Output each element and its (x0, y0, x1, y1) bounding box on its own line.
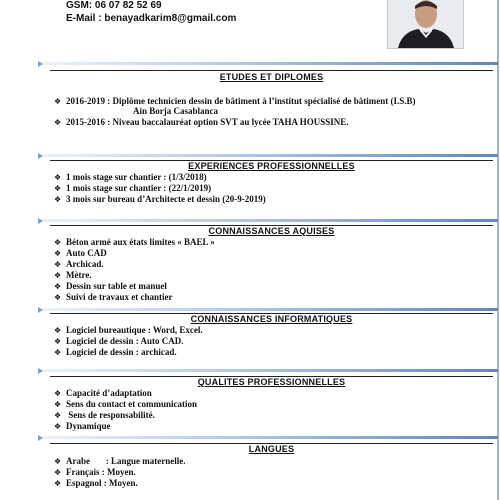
diamond-bullet-icon: ❖ (54, 468, 62, 477)
diamond-bullet-icon: ❖ (54, 389, 62, 398)
list-item: ❖ Dynamique (54, 421, 111, 431)
list-item: ❖ 1 mois stage sur chantier : (22/1/2019) (54, 183, 212, 193)
list-item: ❖ 2015-2016 : Niveau baccalauréat option SVT au lycée TAHA HOUSSINE. (54, 117, 349, 127)
section-separator (38, 369, 498, 373)
diamond-bullet-icon: ❖ (54, 238, 62, 247)
list-item: ❖ Logiciel bureautique : Word, Excel. (54, 325, 203, 335)
list-item: ❖ 3 mois sur bureau d’Architecte et dessin (20-9-2019) (54, 194, 266, 204)
section-title-etudes: ETUDES ET DIPLOMES (219, 72, 324, 82)
list-item: ❖ Logiciel de dessin : Auto CAD. (54, 336, 184, 346)
diamond-bullet-icon: ❖ (54, 271, 62, 280)
list-item: ❖ Auto CAD (54, 248, 107, 258)
diamond-bullet-icon: ❖ (54, 457, 62, 466)
diamond-bullet-icon: ❖ (54, 195, 62, 204)
contact-email: E-Mail : benayadkarim8@gmail.com (66, 13, 237, 24)
diamond-bullet-icon: ❖ (54, 118, 62, 127)
diamond-bullet-icon: ❖ (54, 173, 62, 182)
list-item: ❖ Logiciel de dessin : archicad. (54, 347, 177, 357)
diamond-bullet-icon: ❖ (54, 97, 62, 106)
list-item: ❖ Dessin sur table et manuel (54, 281, 167, 291)
section-separator (38, 154, 498, 158)
list-item: ❖ 1 mois stage sur chantier : (1/3/2018) (54, 172, 207, 182)
diamond-bullet-icon: ❖ (54, 411, 62, 420)
section-title-connaissances: CONNAISSANCES AQUISES (208, 226, 335, 236)
diamond-bullet-icon: ❖ (54, 479, 62, 488)
list-item: ❖ 2016-2019 : Diplôme technicien dessin de bâtiment à l’institut spécialisé de bâtiment (I.S.B) (54, 96, 416, 106)
list-item: ❖ Espagnol : Moyen. (54, 478, 138, 488)
list-item: ❖ Français : Moyen. (54, 467, 136, 477)
diamond-bullet-icon: ❖ (54, 260, 62, 269)
diamond-bullet-icon: ❖ (54, 422, 62, 431)
diamond-bullet-icon: ❖ (54, 400, 62, 409)
heading-rule (50, 70, 493, 71)
section-title-qualites: QUALITES PROFESSIONNELLES (197, 377, 346, 387)
section-separator (38, 436, 498, 440)
diamond-bullet-icon: ❖ (54, 348, 62, 357)
section-title-experiences: EXPERIENCES PROFESSIONNELLES (188, 161, 355, 171)
contact-gsm: GSM: 06 07 82 52 69 (66, 0, 162, 11)
list-item: ❖ Archicad. (54, 259, 104, 269)
diamond-bullet-icon: ❖ (54, 282, 62, 291)
list-item: ❖ Arabe : Langue maternelle. (54, 456, 186, 466)
list-item: ❖ Sens du contact et communication (54, 399, 197, 409)
section-separator (38, 62, 498, 66)
list-item: ❖ Béton armé aux états limites « BAEL » (54, 237, 215, 247)
section-title-informatiques: CONNAISSANCES INFORMATIQUES (190, 314, 353, 324)
section-separator (38, 308, 498, 312)
list-item: ❖ Capacité d’adaptation (54, 388, 152, 398)
diamond-bullet-icon: ❖ (54, 326, 62, 335)
profile-photo (387, 0, 464, 49)
list-item: ❖ Suivi de travaux et chantier (54, 292, 173, 302)
person-silhouette-icon (388, 0, 463, 48)
list-item-continuation: Ain Borja Casablanca (133, 106, 219, 116)
diamond-bullet-icon: ❖ (54, 184, 62, 193)
diamond-bullet-icon: ❖ (54, 249, 62, 258)
diamond-bullet-icon: ❖ (54, 337, 62, 346)
section-title-langues: LANGUES (248, 444, 295, 454)
section-separator (38, 219, 498, 223)
page-edge-line (497, 0, 499, 500)
list-item: ❖ Mètre. (54, 270, 92, 280)
list-item: ❖ Sens de responsabilité. (54, 410, 155, 420)
diamond-bullet-icon: ❖ (54, 293, 62, 302)
